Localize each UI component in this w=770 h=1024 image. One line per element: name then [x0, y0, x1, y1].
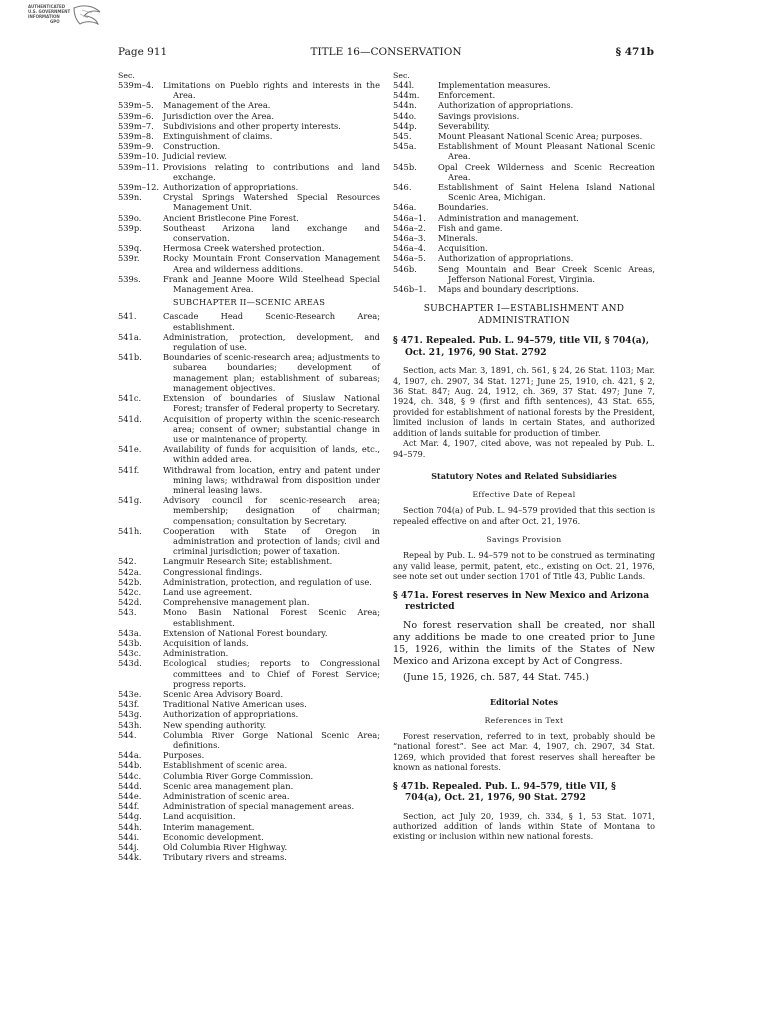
- right-column: [393, 72, 655, 842]
- toc-section-number: 544o.: [393, 110, 417, 121]
- toc-entry: [118, 162, 380, 182]
- toc-section-title: Mono Basin National Forest Scenic Area; establishment.: [163, 607, 380, 628]
- toc-section-title: Comprehensive management plan.: [163, 597, 310, 608]
- toc-entry: [118, 628, 380, 638]
- section-471-paragraph-1: Section, acts Mar. 3, 1891, ch. 561, § 24, 26 Stat. 1103; Mar. 4, 1907, ch. 2907, 34 Stat. 1271; June 25, 1910, ch. 421, § 2, 36 Stat. 847; Aug. 24, 1912, ch. 369, 37 Stat. 497; June 7, 1924, ch. 348, § 9 (first and fifth sentences), 43 Stat. 655, provided for establishment of national forests by the President, limited inclusion of lands in certain States, and authorized addition of lands suitable for production of timber.: [393, 365, 655, 438]
- toc-entry: [118, 822, 380, 832]
- toc-entry: [118, 638, 380, 648]
- toc-section-number: 544c.: [118, 770, 142, 781]
- toc-entry: [393, 111, 655, 121]
- toc-list-b: [118, 311, 380, 862]
- page-number: Page 911: [118, 46, 168, 58]
- editorial-notes-heading: Editorial Notes: [490, 696, 558, 707]
- toc-entry: [393, 264, 655, 284]
- toc-entry: [393, 182, 655, 202]
- savings-provision-heading: Savings Provision: [486, 535, 562, 545]
- toc-section-number: 546a–1.: [393, 212, 426, 223]
- toc-section-title: Extension of boundaries of Siuslaw National Forest; transfer of Federal property to Secretary.: [163, 393, 380, 414]
- toc-section-title: Advisory council for scenic-research area; membership; designation of chairman; compensation; consultation by Secretary.: [163, 495, 380, 526]
- left-column: [118, 72, 380, 862]
- toc-section-title: Implementation measures.: [438, 80, 551, 90]
- toc-entry: [393, 141, 655, 161]
- toc-section-title: Traditional Native American uses.: [163, 699, 307, 710]
- section-471b-text: Section, act July 20, 1939, ch. 334, § 1, 53 Stat. 1071, authorized addition of lands within State of Montana to existing or inclusion within new national forests.: [393, 810, 655, 842]
- toc-section-number: 539o.: [118, 212, 142, 223]
- toc-entry: [118, 526, 380, 557]
- toc-section-number: 539m–8.: [118, 131, 154, 142]
- logo-line-2: U.S. GOVERNMENT: [28, 9, 71, 14]
- toc-section-title: Columbia River Gorge Commission.: [163, 770, 314, 781]
- toc-section-title: Minerals.: [438, 233, 478, 244]
- toc-section-title: Authorization of appropriations.: [163, 182, 299, 193]
- toc-entry: [118, 648, 380, 658]
- toc-entry: [118, 699, 380, 709]
- toc-section-title: Enforcement.: [438, 90, 496, 101]
- toc-section-number: 543.: [118, 607, 137, 618]
- toc-section-number: 541b.: [118, 352, 142, 363]
- effective-date-heading: Effective Date of Repeal: [472, 490, 576, 500]
- toc-section-title: Extension of National Forest boundary.: [163, 627, 328, 638]
- toc-entry: [393, 131, 655, 141]
- toc-section-title: Administration of special management areas.: [163, 801, 355, 812]
- toc-entry: [118, 223, 380, 243]
- page-header: [118, 46, 654, 60]
- toc-entry: [118, 213, 380, 223]
- toc-entry: [393, 284, 655, 294]
- toc-section-number: 546.: [393, 182, 412, 193]
- toc-section-number: 546b.: [393, 263, 417, 274]
- toc-section-title: Management of the Area.: [163, 100, 271, 111]
- toc-section-number: 543f.: [118, 699, 140, 710]
- toc-section-number: 543e.: [118, 688, 142, 699]
- toc-entry: [393, 243, 655, 253]
- toc-entry: [393, 162, 655, 182]
- toc-section-number: 546a–2.: [393, 222, 426, 233]
- logo-line-1: AUTHENTICATED: [28, 4, 66, 9]
- toc-entry: [118, 577, 380, 587]
- toc-section-number: 539p.: [118, 222, 142, 233]
- toc-entry: [118, 771, 380, 781]
- toc-section-title: Southeast Arizona land exchange and conservation.: [163, 222, 380, 244]
- toc-section-title: Authorization of appropriations.: [438, 253, 574, 264]
- toc-entry: [393, 100, 655, 110]
- toc-section-title: Interim management.: [163, 821, 255, 832]
- toc-section-title: Subdivisions and other property interests.: [163, 120, 341, 131]
- toc-section-title: Columbia River Gorge National Scenic Area; definitions.: [163, 729, 380, 750]
- toc-entry: [118, 465, 380, 496]
- toc-section-title: Scenic area management plan.: [163, 780, 294, 791]
- toc-section-number: 544f.: [118, 801, 140, 812]
- toc-section-number: 539m–9.: [118, 141, 154, 152]
- toc-entry: [118, 131, 380, 141]
- toc-section-number: 543d.: [118, 658, 142, 669]
- toc-entry: [118, 750, 380, 760]
- toc-section-title: Opal Creek Wilderness and Scenic Recreation Area.: [438, 161, 655, 182]
- toc-section-number: 543g.: [118, 709, 142, 720]
- effective-date-text: Section 704(a) of Pub. L. 94–579 provided that this section is repealed effective on and after Oct. 21, 1976.: [393, 505, 655, 526]
- toc-section-title: Administration.: [163, 648, 229, 659]
- toc-entry: [118, 801, 380, 811]
- toc-section-title: Boundaries.: [438, 202, 489, 213]
- toc-section-title: Maps and boundary descriptions.: [438, 284, 579, 295]
- toc-section-number: 544d.: [118, 780, 142, 791]
- toc-section-number: 541f.: [118, 464, 140, 475]
- toc-section-number: 546a–3.: [393, 233, 426, 244]
- toc-entry: [118, 332, 380, 352]
- toc-entry: [393, 253, 655, 263]
- toc-entry: [118, 121, 380, 131]
- toc-entry: [118, 811, 380, 821]
- toc-entry: [118, 781, 380, 791]
- toc-section-title: Acquisition of lands.: [163, 637, 249, 648]
- toc-section-number: 544l.: [393, 80, 415, 90]
- toc-section-number: 544g.: [118, 811, 142, 822]
- toc-section-number: 544b.: [118, 760, 142, 771]
- toc-entry: [393, 223, 655, 233]
- toc-section-number: 539m–7.: [118, 120, 154, 131]
- toc-section-number: 541.: [118, 311, 137, 322]
- section-471b-heading: § 471b. Repealed. Pub. L. 94–579, title VII, § 704(a), Oct. 21, 1976, 90 Stat. 2792: [393, 781, 616, 804]
- toc-section-number: 542d.: [118, 597, 142, 608]
- toc-entry: [118, 689, 380, 699]
- toc-section-title: Purposes.: [163, 750, 205, 761]
- sec-label: Sec.: [393, 71, 410, 80]
- toc-section-title: Limitations on Pueblo rights and interests in the Area.: [163, 80, 380, 101]
- toc-entry: [118, 658, 380, 689]
- toc-entry: [393, 80, 655, 90]
- gpo-authentication-logo: [28, 4, 114, 30]
- toc-section-title: Economic development.: [163, 831, 264, 842]
- toc-section-number: 541e.: [118, 444, 142, 455]
- toc-entry: [393, 233, 655, 243]
- toc-section-title: Crystal Springs Watershed Special Resources Management Unit.: [163, 192, 380, 213]
- toc-section-title: Establishment of scenic area.: [163, 760, 288, 771]
- toc-entry: [118, 151, 380, 161]
- toc-entry: [393, 213, 655, 223]
- toc-section-number: 544e.: [118, 791, 142, 802]
- toc-section-number: 539m–11.: [118, 161, 160, 172]
- toc-entry: [118, 311, 380, 331]
- toc-entry: [118, 720, 380, 730]
- toc-section-title: Withdrawal from location, entry and patent under mining laws; withdrawal from disposition under mineral leasing laws.: [163, 464, 380, 495]
- toc-section-title: Severability.: [438, 120, 490, 131]
- toc-section-title: Administration of scenic area.: [163, 791, 290, 802]
- toc-entry: [118, 192, 380, 212]
- toc-section-number: 543h.: [118, 719, 142, 730]
- subchapter-heading: [393, 304, 655, 327]
- toc-section-title: Tributary rivers and streams.: [163, 852, 287, 863]
- toc-section-number: 542.: [118, 556, 137, 567]
- toc-entry: [118, 852, 380, 862]
- toc-section-title: Construction.: [163, 141, 221, 152]
- toc-section-number: 542b.: [118, 576, 142, 587]
- toc-section-number: 544p.: [393, 120, 417, 131]
- toc-entry: [393, 121, 655, 131]
- toc-section-number: 539m–12.: [118, 182, 160, 193]
- toc-section-number: 541g.: [118, 495, 142, 506]
- toc-section-number: 546a–5.: [393, 253, 426, 264]
- toc-section-number: 541c.: [118, 393, 142, 404]
- toc-section-title: Hermosa Creek watershed protection.: [163, 243, 325, 254]
- toc-section-number: 539r.: [118, 253, 140, 264]
- toc-section-title: Scenic Area Advisory Board.: [163, 688, 284, 699]
- toc-entry: [118, 495, 380, 526]
- toc-list-c: [393, 80, 655, 294]
- toc-section-title: Acquisition.: [438, 243, 488, 254]
- toc-section-number: 542c.: [118, 586, 142, 597]
- toc-section-number: 539m–5.: [118, 100, 154, 111]
- toc-section-title: Cascade Head Scenic-Research Area; establishment.: [163, 311, 380, 332]
- toc-section-title: Establishment of Mount Pleasant National Scenic Area.: [438, 141, 655, 162]
- toc-entry: [118, 730, 380, 750]
- references-heading: References in Text: [484, 715, 564, 725]
- toc-section-number: 544m.: [393, 90, 420, 101]
- section-471a-source: (June 15, 1926, ch. 587, 44 Stat. 745.): [403, 672, 590, 684]
- toc-entry: [118, 393, 380, 413]
- toc-section-title: Boundaries of scenic-research area; adjustments to subarea boundaries; development of management plan; establishment of subareas; management objectives.: [163, 352, 380, 393]
- toc-section-title: Mount Pleasant National Scenic Area; purposes.: [438, 131, 643, 142]
- toc-section-title: Administration, protection, and regulation of use.: [163, 576, 372, 587]
- toc-section-number: 543b.: [118, 637, 142, 648]
- section-heading: § 471b: [615, 46, 654, 58]
- toc-section-number: 544n.: [393, 100, 417, 111]
- toc-section-number: 539s.: [118, 273, 141, 284]
- toc-section-title: Savings provisions.: [438, 110, 520, 121]
- toc-section-title: Fish and game.: [438, 222, 503, 233]
- toc-section-number: 544a.: [118, 750, 142, 761]
- toc-section-number: 539q.: [118, 243, 142, 254]
- toc-section-title: Cooperation with State of Oregon in administration and protection of lands; civil and criminal jurisdiction; power of taxation.: [163, 525, 380, 557]
- toc-section-number: 544k.: [118, 852, 142, 863]
- toc-section-title: Provisions relating to contributions and land exchange.: [163, 161, 380, 182]
- toc-section-number: 539n.: [118, 192, 142, 203]
- toc-entry: [118, 111, 380, 121]
- toc-section-title: Judicial review.: [163, 151, 228, 162]
- toc-entry: [118, 352, 380, 393]
- toc-entry: [118, 842, 380, 852]
- toc-entry: [118, 80, 380, 100]
- toc-section-number: 541h.: [118, 525, 142, 536]
- toc-entry: [118, 414, 380, 445]
- toc-section-title: Jurisdiction over the Area.: [163, 110, 274, 121]
- subchapter-heading: SUBCHAPTER II—SCENIC AREAS: [172, 297, 326, 308]
- toc-section-title: Authorization of appropriations.: [438, 100, 574, 111]
- section-471-heading: § 471. Repealed. Pub. L. 94–579, title VII, § 704(a), Oct. 21, 1976, 90 Stat. 2792: [393, 336, 649, 358]
- subchapter-line-1: SUBCHAPTER I—ESTABLISHMENT AND: [423, 304, 625, 315]
- toc-section-title: Seng Mountain and Bear Creek Scenic Areas, Jefferson National Forest, Virginia.: [438, 263, 655, 284]
- toc-entry: [118, 556, 380, 566]
- toc-section-number: 544.: [118, 729, 137, 740]
- toc-list-a: [118, 80, 380, 294]
- toc-section-number: 544h.: [118, 821, 142, 832]
- toc-section-number: 546b–1.: [393, 284, 427, 295]
- toc-entry: [118, 709, 380, 719]
- logo-line-4: GPO: [50, 19, 60, 24]
- toc-section-title: Land acquisition.: [163, 811, 236, 822]
- toc-section-title: Administration and management.: [438, 212, 579, 223]
- toc-section-title: Land use agreement.: [163, 586, 253, 597]
- toc-entry: [118, 444, 380, 464]
- references-text: Forest reservation, referred to in text, probably should be “national forest”. See act Mar. 4, 1907, ch. 2907, 34 Stat. 1269, which provided that forest reserves shall hereafter be known as national forests.: [393, 730, 655, 773]
- toc-section-number: 541d.: [118, 413, 142, 424]
- section-471a-heading: § 471a. Forest reserves in New Mexico and Arizona restricted: [393, 590, 650, 613]
- toc-entry: [118, 607, 380, 627]
- toc-section-title: Authorization of appropriations.: [163, 709, 299, 720]
- toc-entry: [118, 567, 380, 577]
- toc-section-title: Acquisition of property within the scenic-research area; consent of owner; substantial change in use or maintenance of property.: [163, 413, 380, 444]
- toc-section-title: Langmuir Research Site; establishment.: [163, 556, 333, 567]
- statutory-notes-heading: Statutory Notes and Related Subsidiaries: [431, 470, 617, 481]
- toc-entry: [118, 253, 380, 273]
- toc-entry: [118, 274, 380, 294]
- toc-section-number: 539m–10.: [118, 151, 160, 162]
- toc-section-number: 539m–4.: [118, 80, 154, 90]
- toc-section-number: 545b.: [393, 161, 417, 172]
- toc-entry: [118, 587, 380, 597]
- toc-section-number: 542a.: [118, 566, 142, 577]
- toc-section-title: New spending authority.: [163, 719, 267, 730]
- savings-provision-text: Repeal by Pub. L. 94–579 not to be construed as terminating any valid lease, permit, patent, etc., existing on Oct. 21, 1976, see note set out under section 1701 of Title 43, Public Lands.: [393, 550, 655, 582]
- toc-section-number: 545.: [393, 131, 412, 142]
- section-471a-text: No forest reservation shall be created, nor shall any additions be made to one created prior to June 15, 1926, within the limits of the States of New Mexico and Arizona except by Act of Congress.: [393, 619, 655, 668]
- toc-entry: [118, 832, 380, 842]
- toc-section-title: Administration, protection, development, and regulation of use.: [163, 331, 380, 353]
- toc-section-title: Frank and Jeanne Moore Wild Steelhead Special Management Area.: [163, 273, 380, 295]
- toc-section-title: Extinguishment of claims.: [163, 131, 273, 142]
- toc-entry: [118, 791, 380, 801]
- toc-entry: [118, 243, 380, 253]
- toc-section-number: 541a.: [118, 331, 142, 342]
- toc-section-title: Ancient Bristlecone Pine Forest.: [163, 212, 299, 223]
- toc-section-number: 546a–4.: [393, 243, 426, 254]
- toc-section-number: 543a.: [118, 627, 142, 638]
- toc-entry: [118, 141, 380, 151]
- toc-section-title: Congressional findings.: [163, 566, 263, 577]
- toc-section-number: 544i.: [118, 831, 140, 842]
- toc-section-title: Establishment of Saint Helena Island National Scenic Area, Michigan.: [438, 182, 655, 203]
- toc-entry: [118, 100, 380, 110]
- logo-line-3: INFORMATION: [28, 14, 60, 19]
- toc-entry: [393, 202, 655, 212]
- toc-section-number: 544j.: [118, 842, 140, 853]
- toc-entry: [118, 760, 380, 770]
- toc-entry: [118, 597, 380, 607]
- title-heading: TITLE 16—CONSERVATION: [310, 46, 462, 58]
- subchapter-line-2: ADMINISTRATION: [478, 315, 570, 326]
- toc-section-number: 546a.: [393, 202, 417, 213]
- toc-entry: [118, 182, 380, 192]
- toc-section-number: 539m–6.: [118, 110, 154, 121]
- sec-label: Sec.: [118, 71, 135, 80]
- toc-section-title: Rocky Mountain Front Conservation Management Area and wilderness additions.: [163, 253, 380, 274]
- toc-section-number: 545a.: [393, 141, 417, 152]
- toc-section-title: Old Columbia River Highway.: [163, 842, 288, 853]
- toc-section-title: Availability of funds for acquisition of lands, etc., within added area.: [163, 444, 380, 465]
- toc-section-title: Ecological studies; reports to Congressional committees and to Chief of Forest Service; progress reports.: [163, 658, 380, 689]
- section-471-paragraph-2: Act Mar. 4, 1907, cited above, was not repealed by Pub. L. 94–579.: [393, 438, 655, 459]
- toc-entry: [393, 90, 655, 100]
- toc-section-number: 543c.: [118, 648, 142, 659]
